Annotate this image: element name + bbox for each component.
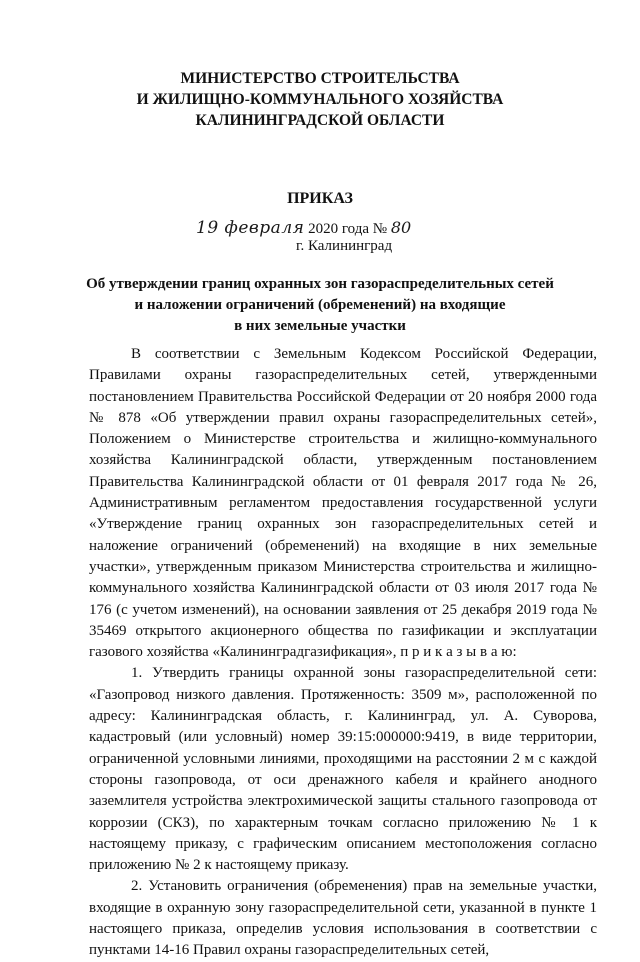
order-subject — [0, 274, 640, 337]
handwritten-date: 19 февраля — [196, 218, 305, 238]
subject-line-1: Об утверждении границ охранных зон газораспределительных сетей — [86, 276, 554, 292]
body-paragraph-item-2: 2. Установить ограничения (обременения) прав на земельные участки, входящие в охранную зону газораспределительной сети, указанной в пункте 1 настоящего приказа, определив условия использования в соответствии с пунктами 14-16 Правил охраны газораспределительных сетей, — [89, 878, 597, 959]
order-date-line — [196, 218, 411, 238]
subject-line-2: и наложении ограничений (обременений) на входящие — [134, 297, 506, 313]
ministry-header-line-3: КАЛИНИНГРАДСКОЙ ОБЛАСТИ — [195, 112, 445, 129]
order-title: ПРИКАЗ — [287, 190, 353, 207]
body-paragraph-preamble: В соответствии с Земельным Кодексом Российской Федерации, Правилами охраны газораспределительных сетей, утвержденными постановлением Правительства Российской Федерации от 20 ноября 2000 года № 878 «Об утверждении правил охраны газораспределительных сетей», Положением о Министерстве строительства и жилищно-коммунального хозяйства Калининградской области, утвержденным постановлением Правительства Калининградской области от 01 февраля 2017 года № 26, Административным регламентом предоставления государственной услуги «Утверждение границ охранных зон газораспределительных сетей и наложение ограничений (обременений) на входящие в них земельные участки», утвержденным приказом Министерства строительства и жилищно-коммунального хозяйства Калининградской области от 03 июля 2017 года № 176 (с учетом изменений), на основании заявления от 25 декабря 2019 года № 35469 открытого акционерного общества по газификации и эксплуатации газового хозяйства «Калининградгазификация», п р и к а з ы в а ю: — [89, 346, 597, 661]
order-city: г. Калининград — [296, 238, 393, 254]
subject-line-3: в них земельные участки — [234, 318, 406, 334]
order-year-text: 2020 года № — [308, 221, 388, 237]
handwritten-order-number: 80 — [390, 218, 412, 237]
order-body — [89, 344, 597, 962]
ministry-header-line-1: МИНИСТЕРСТВО СТРОИТЕЛЬСТВА — [180, 70, 460, 87]
body-paragraph-item-1: 1. Утвердить границы охранной зоны газораспределительной сети: «Газопровод низкого давления. Протяженность: 3509 м», расположенной по адресу: Калининградская область, г. Калининград, ул. А. Суворова, кадастровый (или условный) номер 39:15:000000:9419, в виде территории, ограниченной условными линиями, проходящими на расстоянии 2 м с каждой стороны газопровода, от оси дренажного кабеля и крайнего анодного заземлителя устройства электрохимической защиты стального газопровода от коррозии (СКЗ), по характерным точкам согласно приложению № 1 к настоящему приказу, с графическим описанием местоположения согласно приложению № 2 к настоящему приказу. — [89, 665, 597, 874]
ministry-header — [0, 68, 640, 131]
ministry-header-line-2: И ЖИЛИЩНО-КОММУНАЛЬНОГО ХОЗЯЙСТВА — [136, 91, 504, 108]
